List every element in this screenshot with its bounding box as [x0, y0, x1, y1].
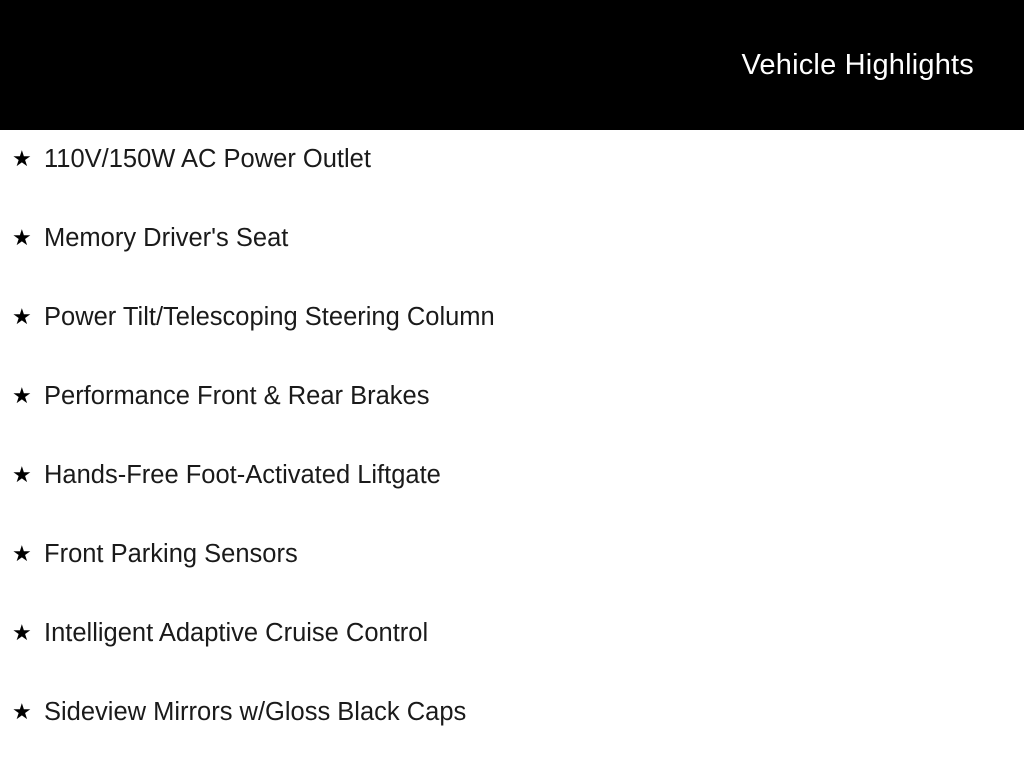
highlight-label: Hands-Free Foot-Activated Liftgate [44, 461, 441, 489]
vehicle-highlights-list [0, 130, 1024, 768]
list-item [0, 538, 1024, 617]
list-item [0, 380, 1024, 459]
star-icon: ★ [12, 462, 32, 487]
list-item [0, 617, 1024, 696]
star-icon: ★ [12, 225, 32, 250]
list-item [0, 143, 1024, 222]
highlight-label: 110V/150W AC Power Outlet [44, 145, 371, 173]
star-icon: ★ [12, 146, 32, 171]
star-icon: ★ [12, 541, 32, 566]
star-icon: ★ [12, 304, 32, 329]
highlight-label: Intelligent Adaptive Cruise Control [44, 619, 429, 647]
list-item [0, 459, 1024, 538]
highlight-label: Performance Front & Rear Brakes [44, 382, 430, 410]
page-title: Vehicle Highlights [741, 48, 974, 81]
highlight-label: Memory Driver's Seat [44, 224, 289, 252]
highlight-label: Power Tilt/Telescoping Steering Column [44, 303, 495, 331]
star-icon: ★ [12, 620, 32, 645]
highlight-label: Sideview Mirrors w/Gloss Black Caps [44, 698, 467, 726]
list-item [0, 301, 1024, 380]
page-header-banner [0, 0, 1024, 130]
star-icon: ★ [12, 699, 32, 724]
list-item [0, 222, 1024, 301]
star-icon: ★ [12, 383, 32, 408]
list-item [0, 696, 1024, 768]
highlight-label: Front Parking Sensors [44, 540, 298, 568]
